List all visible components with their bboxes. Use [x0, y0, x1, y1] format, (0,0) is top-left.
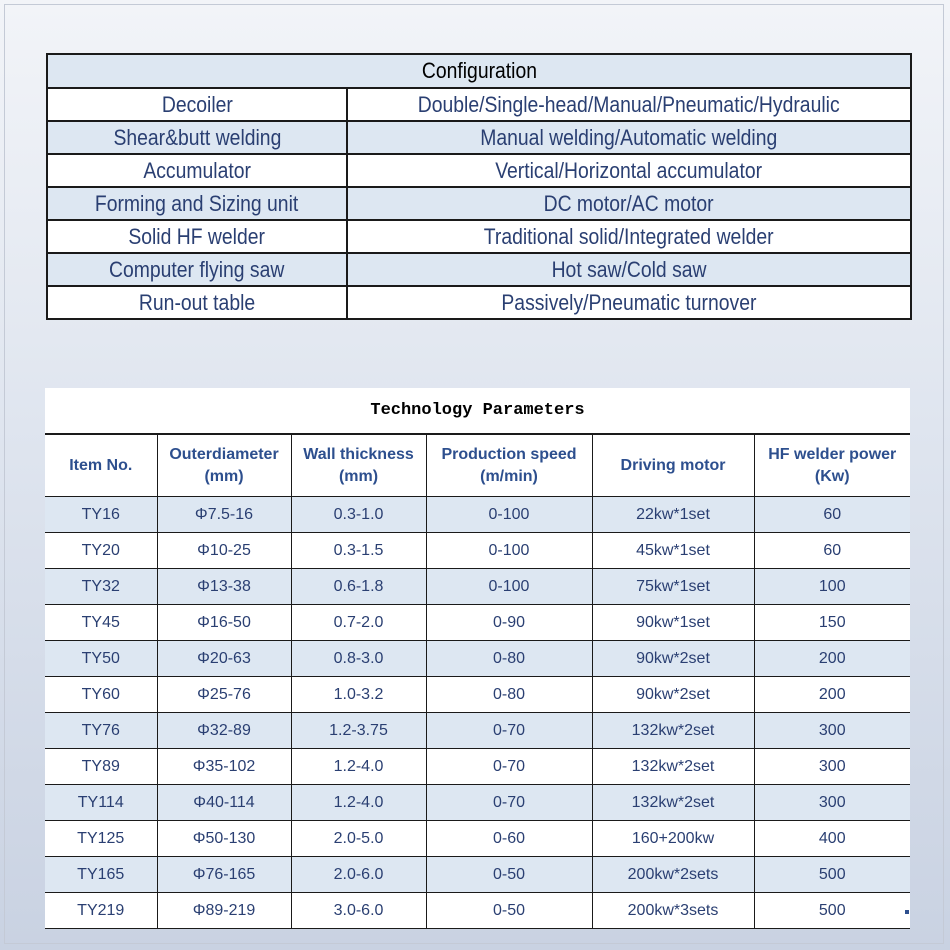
hf-welder-power-cell: 200 [754, 641, 910, 677]
configuration-item: Accumulator [47, 154, 347, 187]
item-no-cell: TY20 [45, 533, 157, 569]
item-no-cell: TY76 [45, 713, 157, 749]
outer-diameter-cell: Φ50-130 [157, 821, 291, 857]
table-row [45, 749, 910, 785]
table-row [45, 641, 910, 677]
column-header: Production speed (m/min) [426, 435, 592, 497]
column-header: HF welder power (Kw) [754, 435, 910, 497]
hf-welder-power-cell: 400 [754, 821, 910, 857]
outer-diameter-cell: Φ89-219 [157, 893, 291, 929]
driving-motor-cell: 200kw*2sets [592, 857, 754, 893]
driving-motor-cell: 90kw*2set [592, 641, 754, 677]
configuration-row [47, 286, 911, 319]
driving-motor-cell: 45kw*1set [592, 533, 754, 569]
outer-diameter-cell: Φ10-25 [157, 533, 291, 569]
item-no-cell: TY32 [45, 569, 157, 605]
configuration-row [47, 220, 911, 253]
table-row [45, 497, 910, 533]
outer-diameter-cell: Φ35-102 [157, 749, 291, 785]
production-speed-cell: 0-50 [426, 857, 592, 893]
hf-welder-power-cell: 60 [754, 533, 910, 569]
technology-table [45, 434, 910, 929]
item-no-cell: TY60 [45, 677, 157, 713]
configuration-option: Manual welding/Automatic welding [347, 121, 911, 154]
production-speed-cell: 0-70 [426, 785, 592, 821]
technology-parameters-panel [45, 388, 910, 919]
driving-motor-cell: 200kw*3sets [592, 893, 754, 929]
table-row [45, 821, 910, 857]
column-header: Wall thickness (mm) [291, 435, 426, 497]
wall-thickness-cell: 1.2-4.0 [291, 785, 426, 821]
column-header: Outerdiameter (mm) [157, 435, 291, 497]
wall-thickness-cell: 0.7-2.0 [291, 605, 426, 641]
wall-thickness-cell: 2.0-5.0 [291, 821, 426, 857]
configuration-title-row [47, 54, 911, 88]
item-no-cell: TY125 [45, 821, 157, 857]
driving-motor-cell: 132kw*2set [592, 749, 754, 785]
table-row [45, 605, 910, 641]
hf-welder-power-cell: 300 [754, 713, 910, 749]
production-speed-cell: 0-90 [426, 605, 592, 641]
table-row [45, 533, 910, 569]
driving-motor-cell: 132kw*2set [592, 713, 754, 749]
wall-thickness-cell: 0.3-1.5 [291, 533, 426, 569]
item-no-cell: TY16 [45, 497, 157, 533]
item-no-cell: TY219 [45, 893, 157, 929]
hf-welder-power-cell: 300 [754, 785, 910, 821]
table-row [45, 713, 910, 749]
hf-welder-power-cell: 100 [754, 569, 910, 605]
configuration-option: Hot saw/Cold saw [347, 253, 911, 286]
hf-welder-power-cell: 150 [754, 605, 910, 641]
item-no-cell: TY89 [45, 749, 157, 785]
configuration-item: Decoiler [47, 88, 347, 121]
configuration-item: Run-out table [47, 286, 347, 319]
hf-welder-power-cell: 300 [754, 749, 910, 785]
production-speed-cell: 0-60 [426, 821, 592, 857]
driving-motor-cell: 160+200kw [592, 821, 754, 857]
hf-welder-power-cell: 500 [754, 893, 910, 929]
wall-thickness-cell: 1.0-3.2 [291, 677, 426, 713]
wall-thickness-cell: 3.0-6.0 [291, 893, 426, 929]
configuration-item: Computer flying saw [47, 253, 347, 286]
outer-diameter-cell: Φ40-114 [157, 785, 291, 821]
wall-thickness-cell: 2.0-6.0 [291, 857, 426, 893]
technology-header-row [45, 435, 910, 497]
wall-thickness-cell: 0.6-1.8 [291, 569, 426, 605]
table-row [45, 857, 910, 893]
wall-thickness-cell: 1.2-4.0 [291, 749, 426, 785]
production-speed-cell: 0-70 [426, 749, 592, 785]
configuration-row [47, 187, 911, 220]
driving-motor-cell: 90kw*2set [592, 677, 754, 713]
configuration-title: Configuration [47, 54, 911, 88]
hf-welder-power-cell: 500 [754, 857, 910, 893]
configuration-option: Traditional solid/Integrated welder [347, 220, 911, 253]
outer-diameter-cell: Φ25-76 [157, 677, 291, 713]
hf-welder-power-cell: 200 [754, 677, 910, 713]
outer-diameter-cell: Φ20-63 [157, 641, 291, 677]
driving-motor-cell: 90kw*1set [592, 605, 754, 641]
table-row [45, 893, 910, 929]
corner-marker [905, 910, 909, 914]
configuration-option: Double/Single-head/Manual/Pneumatic/Hydraulic [347, 88, 911, 121]
item-no-cell: TY50 [45, 641, 157, 677]
outer-diameter-cell: Φ16-50 [157, 605, 291, 641]
outer-diameter-cell: Φ13-38 [157, 569, 291, 605]
configuration-row [47, 121, 911, 154]
wall-thickness-cell: 1.2-3.75 [291, 713, 426, 749]
production-speed-cell: 0-100 [426, 497, 592, 533]
configuration-option: DC motor/AC motor [347, 187, 911, 220]
configuration-row [47, 154, 911, 187]
outer-diameter-cell: Φ32-89 [157, 713, 291, 749]
item-no-cell: TY114 [45, 785, 157, 821]
item-no-cell: TY165 [45, 857, 157, 893]
production-speed-cell: 0-50 [426, 893, 592, 929]
production-speed-cell: 0-70 [426, 713, 592, 749]
production-speed-cell: 0-100 [426, 569, 592, 605]
configuration-item: Solid HF welder [47, 220, 347, 253]
production-speed-cell: 0-100 [426, 533, 592, 569]
column-header: Item No. [45, 435, 157, 497]
table-row [45, 569, 910, 605]
configuration-item: Shear&butt welding [47, 121, 347, 154]
item-no-cell: TY45 [45, 605, 157, 641]
table-row [45, 785, 910, 821]
configuration-row [47, 253, 911, 286]
configuration-table [46, 53, 912, 320]
configuration-option: Vertical/Horizontal accumulator [347, 154, 911, 187]
technology-title: Technology Parameters [45, 388, 910, 434]
driving-motor-cell: 75kw*1set [592, 569, 754, 605]
configuration-row [47, 88, 911, 121]
configuration-item: Forming and Sizing unit [47, 187, 347, 220]
driving-motor-cell: 132kw*2set [592, 785, 754, 821]
configuration-option: Passively/Pneumatic turnover [347, 286, 911, 319]
production-speed-cell: 0-80 [426, 641, 592, 677]
wall-thickness-cell: 0.8-3.0 [291, 641, 426, 677]
outer-diameter-cell: Φ76-165 [157, 857, 291, 893]
hf-welder-power-cell: 60 [754, 497, 910, 533]
outer-diameter-cell: Φ7.5-16 [157, 497, 291, 533]
driving-motor-cell: 22kw*1set [592, 497, 754, 533]
column-header: Driving motor [592, 435, 754, 497]
table-row [45, 677, 910, 713]
technology-table-body [45, 497, 910, 929]
wall-thickness-cell: 0.3-1.0 [291, 497, 426, 533]
production-speed-cell: 0-80 [426, 677, 592, 713]
